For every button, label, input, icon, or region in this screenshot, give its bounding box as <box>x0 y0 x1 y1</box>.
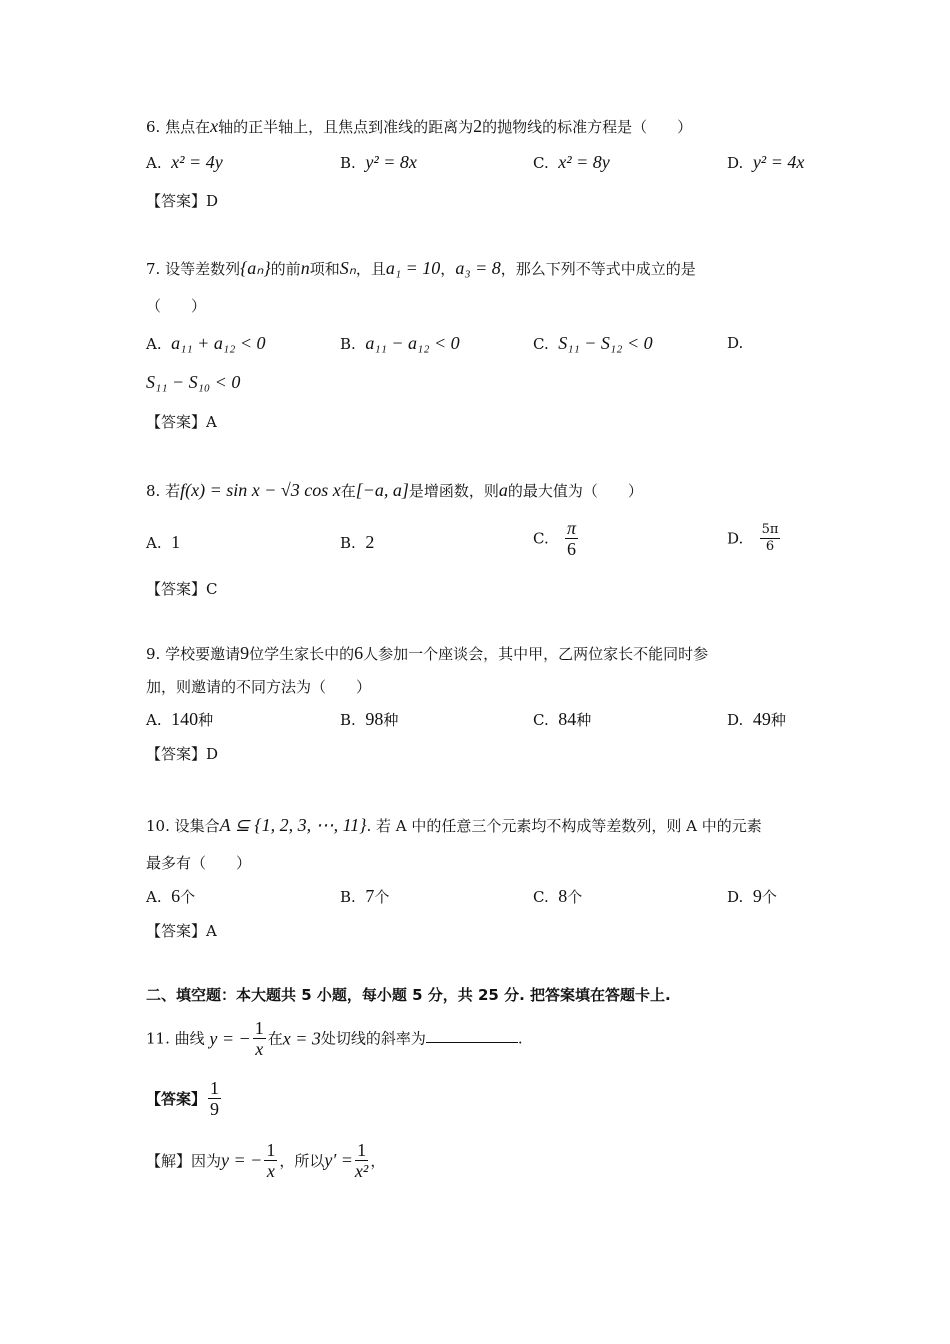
solution-text-b: ，所以 <box>279 1152 325 1170</box>
fraction-numerator: π <box>567 518 577 538</box>
option-label: C. <box>533 711 549 729</box>
q7-option-d-expr <box>146 372 240 393</box>
q11-text-b: 在 <box>267 1029 283 1048</box>
question-10-stem <box>146 815 762 836</box>
q7-paren: （ ） <box>146 297 207 315</box>
q7-text-c: 项和 <box>309 260 340 278</box>
q7-option-c <box>533 333 653 354</box>
q7-option-a <box>146 333 265 354</box>
option-expr: S₁₁ − S₁₀ < 0 <box>146 372 241 392</box>
option-num: 8 <box>558 886 568 906</box>
option-expr: x² = 4y <box>171 152 223 172</box>
answer-label: 【答案】 <box>146 745 207 763</box>
question-6-stem <box>146 116 692 137</box>
option-label: D. <box>727 529 744 548</box>
q7-var-n: n <box>300 258 310 278</box>
q7-text-a: 7. 设等差数列 <box>146 260 241 278</box>
question-7-stem <box>146 258 696 279</box>
fraction-denominator: x <box>266 1161 275 1181</box>
answer-label: 【答案】 <box>146 192 207 210</box>
q6-option-c <box>533 152 610 173</box>
option-label: B. <box>340 335 356 353</box>
option-expr: x² = 8y <box>558 152 610 172</box>
fraction-numerator: 1 <box>210 1078 220 1098</box>
option-label: A. <box>146 888 162 906</box>
option-unit: 个 <box>180 888 196 906</box>
option-label: B. <box>340 711 356 729</box>
option-label: D. <box>727 888 744 906</box>
q9-option-d <box>727 709 786 730</box>
answer-label: 【答案】 <box>146 1090 207 1108</box>
q9-text-b: 位学生家长中的 <box>249 645 355 663</box>
option-expr: S₁₁ − S₁₂ < 0 <box>558 333 653 353</box>
q10-answer <box>146 920 217 941</box>
option-label: D. <box>727 711 744 729</box>
fraction-denominator: x <box>255 1039 264 1059</box>
option-num: 6 <box>171 886 181 906</box>
option-label: A. <box>146 711 162 729</box>
answer-label: 【答案】 <box>146 413 207 431</box>
q11-text-a: 11. 曲线 <box>146 1029 205 1048</box>
fraction-denominator: 6 <box>567 539 577 559</box>
q8-option-b <box>340 532 374 553</box>
answer-value: A <box>206 922 217 940</box>
q6-answer <box>146 190 218 211</box>
option-label: C. <box>533 529 549 548</box>
q8-option-d <box>727 522 782 555</box>
option-label: B. <box>340 154 356 172</box>
option-expr: y² = 4x <box>752 152 805 172</box>
q6-option-b <box>340 152 417 173</box>
q9-num-6: 6 <box>354 643 364 663</box>
option-unit: 个 <box>374 888 390 906</box>
fraction-numerator: 1 <box>254 1018 264 1038</box>
fraction-denominator: 6 <box>765 539 775 554</box>
option-unit: 个 <box>761 888 777 906</box>
q8-option-a <box>146 532 180 553</box>
answer-value: A <box>206 413 217 431</box>
q11-at: x = 3 <box>282 1028 321 1049</box>
q7-a3: a₃ = 8 <box>455 258 501 278</box>
solution-y-prime: y′ = <box>324 1150 353 1170</box>
q11-y-eq: y = − <box>209 1028 251 1049</box>
solution-fraction-1 <box>264 1140 277 1181</box>
q10-option-b <box>340 886 389 907</box>
option-expr: 1 <box>171 532 181 552</box>
q7-comma: ， <box>440 260 456 278</box>
q6-option-a <box>146 152 223 173</box>
q6-var-x: x <box>210 116 219 136</box>
option-num: 9 <box>752 886 762 906</box>
q6-text-b: 轴的正半轴上，且焦点到准线的距离为 <box>218 118 474 136</box>
question-9-stem <box>146 643 708 664</box>
q6-option-d <box>727 152 804 173</box>
q7-text-d: ，且 <box>355 260 386 278</box>
q10-text-a: 10. 设集合 <box>146 817 220 835</box>
question-8-stem <box>146 480 643 501</box>
option-expr: a₁₁ − a₁₂ < 0 <box>365 333 460 353</box>
q7-option-b <box>340 333 460 354</box>
section-2-heading: 二、填空题：本大题共 5 小题，每小题 5 分，共 25 分. 把答案填在答题卡上. <box>146 986 671 1004</box>
fraction-numerator: 1 <box>355 1140 368 1161</box>
q9-option-b <box>340 709 398 730</box>
q9-stem-line2: 加，则邀请的不同方法为（ ） <box>146 678 372 696</box>
fraction-denominator: x² <box>354 1161 369 1181</box>
fraction-numerator: 5π <box>761 522 779 537</box>
q6-text-c: 的抛物线的标准方程是（ ） <box>482 118 693 136</box>
q8-option-c-fraction <box>565 518 578 559</box>
q8-interval: [−a, a] <box>355 480 409 500</box>
q7-sum: Sₙ <box>339 258 356 278</box>
option-unit: 种 <box>383 711 399 729</box>
q8-text-c: 是增函数，则 <box>408 482 499 500</box>
q8-text-d: 的最大值为（ ） <box>507 482 643 500</box>
solution-text-a: 因为 <box>191 1152 222 1170</box>
option-unit: 个 <box>567 888 583 906</box>
q6-num-2: 2 <box>473 116 483 136</box>
q8-var-a: a <box>498 480 508 500</box>
q9-answer <box>146 743 218 764</box>
q9-num-9: 9 <box>240 643 250 663</box>
q8-text-a: 8. 若 <box>146 482 181 500</box>
q9-text-c: 人参加一个座谈会，其中甲，乙两位家长不能同时参 <box>363 645 709 663</box>
answer-label: 【答案】 <box>146 922 207 940</box>
option-label: C. <box>533 335 549 353</box>
q10-option-a <box>146 886 195 907</box>
answer-value: C <box>206 580 218 598</box>
option-expr: a₁₁ + a₁₂ < 0 <box>171 333 266 353</box>
fraction-numerator: 1 <box>266 1140 276 1160</box>
answer-value: D <box>206 192 219 210</box>
q8-option-c <box>533 518 580 559</box>
option-unit: 种 <box>198 711 214 729</box>
q10-text-b: . 若 A 中的任意三个元素均不构成等差数列，则 A 中的元素 <box>366 817 762 835</box>
solution-y-eq: y = − <box>221 1150 263 1170</box>
q9-option-c <box>533 709 591 730</box>
q11-text-c: 处切线的斜率为 <box>320 1029 426 1048</box>
q6-text-a: 6. 焦点在 <box>146 118 211 136</box>
option-label: A. <box>146 534 162 552</box>
option-label: D. <box>727 154 744 172</box>
option-num: 140 <box>171 709 199 729</box>
option-label: B. <box>340 534 356 552</box>
q10-option-c <box>533 886 582 907</box>
q7-text-e: ，那么下列不等式中成立的是 <box>500 260 696 278</box>
q7-option-d-label: D. <box>727 334 744 352</box>
option-unit: 种 <box>576 711 592 729</box>
q7-answer <box>146 411 217 432</box>
q11-solution <box>146 1140 385 1181</box>
option-num: 7 <box>365 886 375 906</box>
answer-label: 【答案】 <box>146 580 207 598</box>
q7-sequence: {aₙ} <box>240 258 271 278</box>
q11-text-end: . <box>517 1029 523 1048</box>
solution-fraction-2 <box>355 1140 368 1181</box>
fraction-denominator: 9 <box>210 1099 220 1119</box>
option-num: 98 <box>365 709 384 729</box>
option-label: A. <box>146 335 162 353</box>
q7-a1: a₁ = 10 <box>385 258 441 278</box>
option-expr: y² = 8x <box>365 152 417 172</box>
option-unit: 种 <box>770 711 786 729</box>
q10-option-d <box>727 886 777 907</box>
option-num: 84 <box>558 709 577 729</box>
solution-text-end: ， <box>370 1152 386 1170</box>
q8-text-b: 在 <box>340 482 356 500</box>
q10-set: A ⊆ {1, 2, 3, ⋯, 11} <box>219 815 367 835</box>
q11-answer <box>146 1078 223 1119</box>
option-label: A. <box>146 154 162 172</box>
q10-stem-line2: 最多有（ ） <box>146 854 252 872</box>
q9-option-a <box>146 709 213 730</box>
solution-label: 【解】 <box>146 1152 192 1170</box>
option-label: C. <box>533 888 549 906</box>
answer-value: D <box>206 745 219 763</box>
question-11-stem <box>146 1018 523 1059</box>
q11-answer-blank <box>426 1028 518 1043</box>
option-label: C. <box>533 154 549 172</box>
q11-answer-fraction <box>208 1078 221 1119</box>
option-label: B. <box>340 888 356 906</box>
option-num: 49 <box>752 709 771 729</box>
option-expr: 2 <box>365 532 375 552</box>
q9-text-a: 9. 学校要邀请 <box>146 645 241 663</box>
q11-fraction <box>253 1018 266 1059</box>
q8-answer <box>146 578 218 599</box>
q7-text-b: 的前 <box>270 260 301 278</box>
q8-function: f(x) = sin x − √3 cos x <box>180 480 341 500</box>
q8-option-d-fraction <box>760 522 781 555</box>
